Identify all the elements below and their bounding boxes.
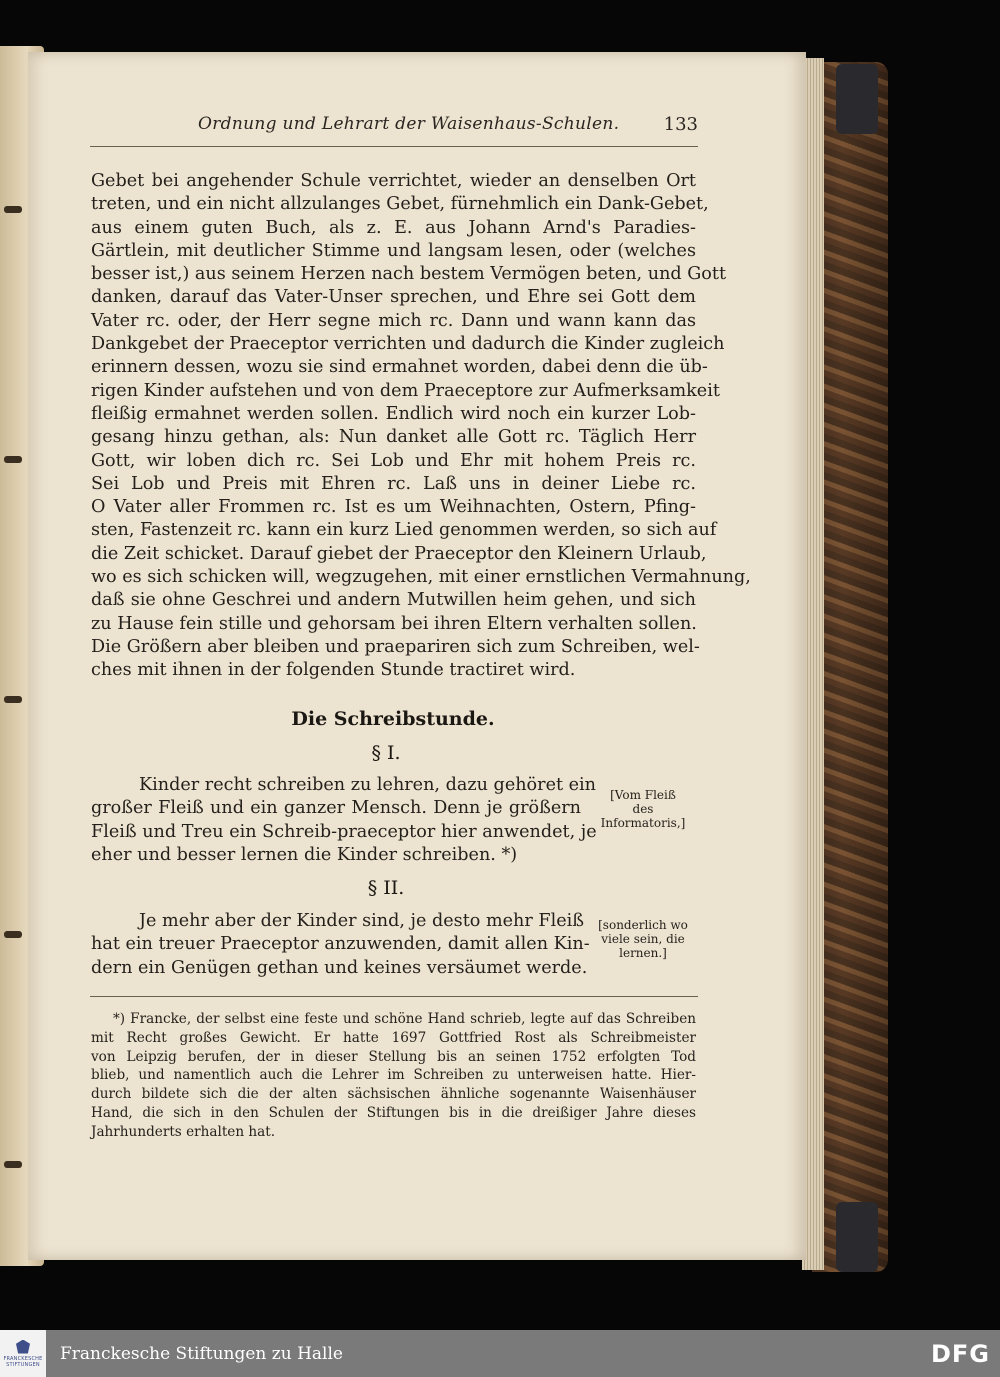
text-line: Die Größern aber bleiben und praepariren sich zum Schreiben, wel- [91,636,700,657]
running-head [98,114,698,140]
text-line: fleißig ermahnet werden sollen. Endlich wird noch ein kurzer Lob- [91,403,696,424]
header-rule [90,146,698,147]
section-number: § I. [371,742,401,764]
logo-text [3,1356,42,1368]
text-line: Gott, wir loben dich rc. Sei Lob und Ehr mit hohem Preis rc. [91,450,696,471]
text-line: großer Fleiß und ein ganzer Mensch. Denn je größern [91,798,581,819]
text-line: zu Hause fein stille und gehorsam bei ihren Eltern verhalten sollen. [91,613,697,634]
section-title: Die Schreibstunde. [291,708,495,730]
section-2-paragraph [91,910,590,980]
footnote-line: Jahrhunderts erhalten hat. [91,1123,276,1140]
binding-hole [4,696,22,703]
footnote-line: blieb, und namentlich auch die Lehrer im Schreiben zu unterweisen hatte. Hier- [91,1067,696,1084]
book-corner-bottom [836,1202,878,1272]
crest-shape [16,1340,30,1354]
footnote-line: mit Recht großes Gewicht. Er hatte 1697 Gottfried Rost als Schreibmeister [91,1029,696,1046]
footnote-line: durch bildete sich die der alten sächsischen ähnliche sogenannte Waisenhäuser [91,1086,696,1103]
margin-note-line: des [632,802,654,816]
text-line: eher und besser lernen die Kinder schreiben. *) [91,844,518,865]
dfg-logo-icon[interactable]: DFG [930,1340,990,1368]
margin-note [588,788,698,830]
text-line: erinnern dessen, wozu sie sind ermahnet worden, dabei denn die üb- [91,357,708,378]
footer-title[interactable]: Franckesche Stiftungen zu Halle [60,1343,343,1364]
running-head-title: Ordnung und Lehrart der Waisenhaus-Schulen. [198,114,620,134]
footnote [91,1010,696,1142]
text-line: hat ein treuer Praeceptor anzuwenden, damit allen Kin- [91,934,590,955]
text-line: wo es sich schicken will, wegzugehen, mit einer ernstlichen Vermahnung, [91,567,751,588]
footnote-line: von Leipzig berufen, der in dieser Stellung bis an seinen 1752 erfolgten Tod [91,1048,696,1065]
text-line: Dankgebet der Praeceptor verrichten und dadurch die Kinder zugleich [91,334,725,355]
text-line: treten, und ein nicht allzulanges Gebet, fürnehmlich ein Dank-Gebet, [91,194,709,215]
text-line: rigen Kinder aufstehen und von dem Praeceptore zur Aufmerksamkeit [91,380,720,401]
text-line: dern ein Genügen gethan und keines versäumet werde. [91,957,588,978]
binding-hole [4,206,22,213]
text-line: Gebet bei angehender Schule verrichtet, wieder an denselben Ort [91,171,696,191]
footnote-line: Hand, die sich in den Schulen der Stiftungen bis in die dreißiger Jahre dieses [91,1104,696,1121]
text-line: ches mit ihnen in der folgenden Stunde tractiret wird. [91,660,576,681]
text-line: Sei Lob und Preis mit Ehren rc. Laß uns in deiner Liebe rc. [91,473,696,494]
text-line: O Vater aller Frommen rc. Ist es um Weihnachten, Ostern, Pfing- [91,497,696,518]
text-line: sten, Fastenzeit rc. kann ein kurz Lied genommen werden, so sich auf [91,520,717,541]
footnote-line: *) Francke, der selbst eine feste und schöne Hand schrieb, legte auf das Schreiben [113,1011,696,1027]
page-number: 133 [663,114,698,135]
text-line: die Zeit schicket. Darauf giebet der Praeceptor den Kleinern Urlaub, [91,543,707,564]
margin-note-line: lernen.] [619,946,667,960]
text-line: Je mehr aber der Kinder sind, je desto mehr Fleiß [139,911,585,931]
text-line: daß sie ohne Geschrei und andern Mutwillen heim gehen, und sich [91,590,696,611]
franckesche-crest-icon[interactable] [0,1330,46,1377]
margin-note-line: Informatoris,] [600,816,686,830]
text-line: Vater rc. oder, der Herr segne mich rc. Dann und wann kann das [91,310,696,331]
text-line: Fleiß und Treu ein Schreib-praeceptor hier anwendet, je [91,821,597,842]
margin-note-line: [sonderlich wo [598,918,688,932]
section-number: § II. [367,877,405,899]
text-line: danken, darauf das Vater-Unser sprechen, und Ehre sei Gott dem [91,287,696,308]
margin-note-line: viele sein, die [601,932,685,946]
binding-hole [4,1161,22,1168]
margin-note [588,918,698,960]
binding-hole [4,931,22,938]
footnote-rule [90,996,698,997]
text-line: Kinder recht schreiben zu lehren, dazu gehöret ein [139,775,597,795]
binding-hole [4,456,22,463]
logo-text-line: FRANCKESCHE [3,1355,43,1362]
text-line: Gärtlein, mit deutlicher Stimme und langsam lesen, oder (welches [91,240,696,261]
margin-note-line: [Vom Fleiß [610,788,676,802]
text-line: besser ist,) aus seinem Herzen nach bestem Vermögen beten, und Gott [91,264,727,285]
viewer-footer-bar [0,1330,1000,1377]
book-page [28,52,806,1260]
book-corner-top [836,64,878,134]
main-paragraph [91,170,751,683]
logo-text-line: STIFTUNGEN [6,1361,40,1368]
text-line: gesang hinzu gethan, als: Nun danket alle Gott rc. Täglich Herr [91,427,696,448]
text-line: aus einem guten Buch, als z. E. aus Johann Arnd's Paradies- [91,217,696,238]
section-1-paragraph [91,774,597,867]
